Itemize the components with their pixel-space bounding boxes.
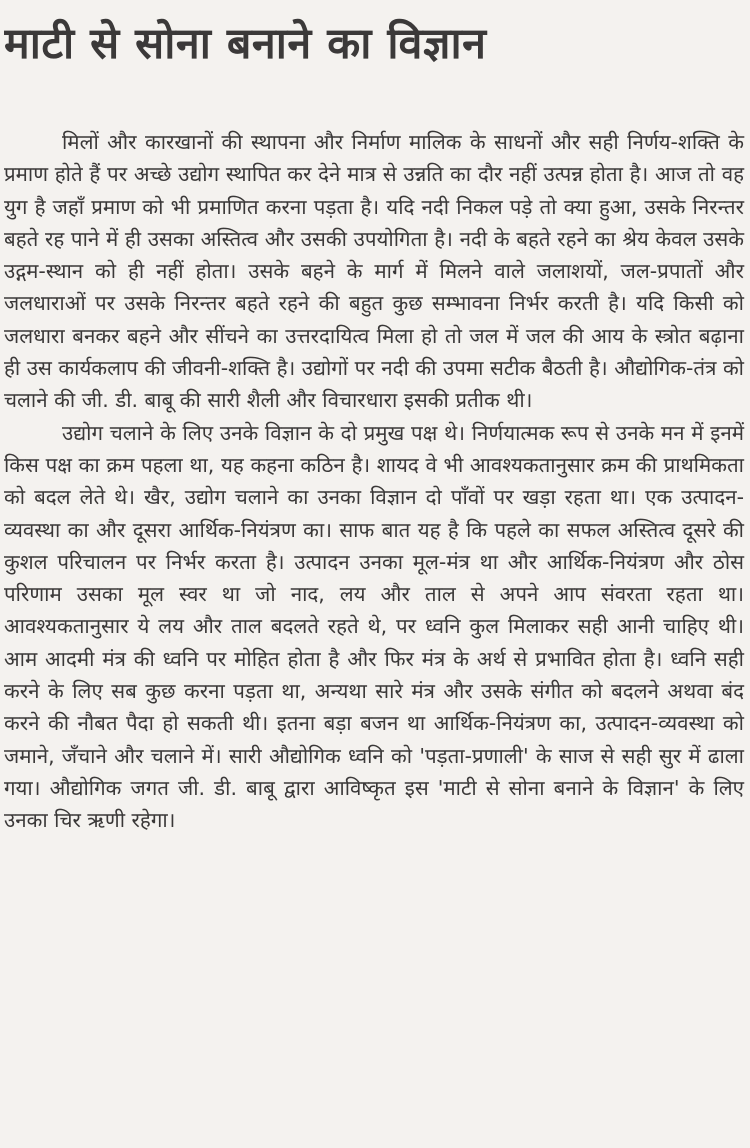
body-text [4,126,744,837]
paragraph-2: उद्योग चलाने के लिए उनके विज्ञान के दो प्रमुख पक्ष थे। निर्णयात्मक रूप से उनके मन में इनमें किस पक्ष का क्रम पहला था, यह कहना कठिन है। शायद वे भी आवश्यकतानुसार क्रम की प्राथमिकता को बदल लेते थे। खैर, उद्योग चलाने का उनका विज्ञान दो पाँवों पर खड़ा रहता था। एक उत्पादन-व्यवस्था का और दूसरा आर्थिक-नियंत्रण का। साफ बात यह है कि पहले का सफल अस्तित्व दूसरे की कुशल परिचालन पर निर्भर करता है। उत्पादन उनका मूल-मंत्र था और आर्थिक-नियंत्रण और ठोस परिणाम उसका मूल स्वर था जो नाद, लय और ताल से अपने आप संवरता रहता था। आवश्यकतानुसार ये लय और ताल बदलते रहते थे, पर ध्वनि कुल मिलाकर सही आनी चाहिए थी। आम आदमी मंत्र की ध्वनि पर मोहित होता है और फिर मंत्र के अर्थ से प्रभावित होता है। ध्वनि सही करने के लिए सब कुछ करना पड़ता था, अन्यथा सारे मंत्र और उसके संगीत को बदलने अथवा बंद करने की नौबत पैदा हो सकती थी। इतना बड़ा बजन था आर्थिक-नियंत्रण का, उत्पादन-व्यवस्था को जमाने, जँचाने और चलाने में। सारी औद्योगिक ध्वनि को 'पड़ता-प्रणाली' के साज से सही सुर में ढाला गया। औद्योगिक जगत जी. डी. बाबू द्वारा आविष्कृत इस 'माटी से सोना बनाने के विज्ञान' के लिए उनका चिर ऋणी रहेगा। [4,420,744,833]
paragraph-1: मिलों और कारखानों की स्थापना और निर्माण मालिक के साधनों और सही निर्णय-शक्ति के प्रमाण होते हैं पर अच्छे उद्योग स्थापित कर देने मात्र से उन्नति का दौर नहीं उत्पन्न होता है। आज तो वह युग है जहाँ प्रमाण को भी प्रमाणित करना पड़ता है। यदि नदी निकल पड़े तो क्या हुआ, उसके निरन्तर बहते रह पाने में ही उसका अस्तित्व और उसकी उपयोगिता है। नदी के बहते रहने का श्रेय केवल उसके उद्गम-स्थान को ही नहीं होता। उसके बहने के मार्ग में मिलने वाले जलाशयों, जल-प्रपातों और जलधाराओं पर उसके निरन्तर बहते रहने की बहुत कुछ सम्भावना निर्भर करती है। यदि किसी को जलधारा बनकर बहने और सींचने का उत्तरदायित्व मिला हो तो जल में जल की आय के स्त्रोत बढ़ाना ही उस कार्यकलाप की जीवनी-शक्ति है। उद्योगों पर नदी की उपमा सटीक बैठती है। औद्योगिक-तंत्र को चलाने की जी. डी. बाबू की सारी शैली और विचारधारा इसकी प्रतीक थी। [4,130,744,413]
page-title: माटी से सोना बनाने का विज्ञान [4,19,487,69]
